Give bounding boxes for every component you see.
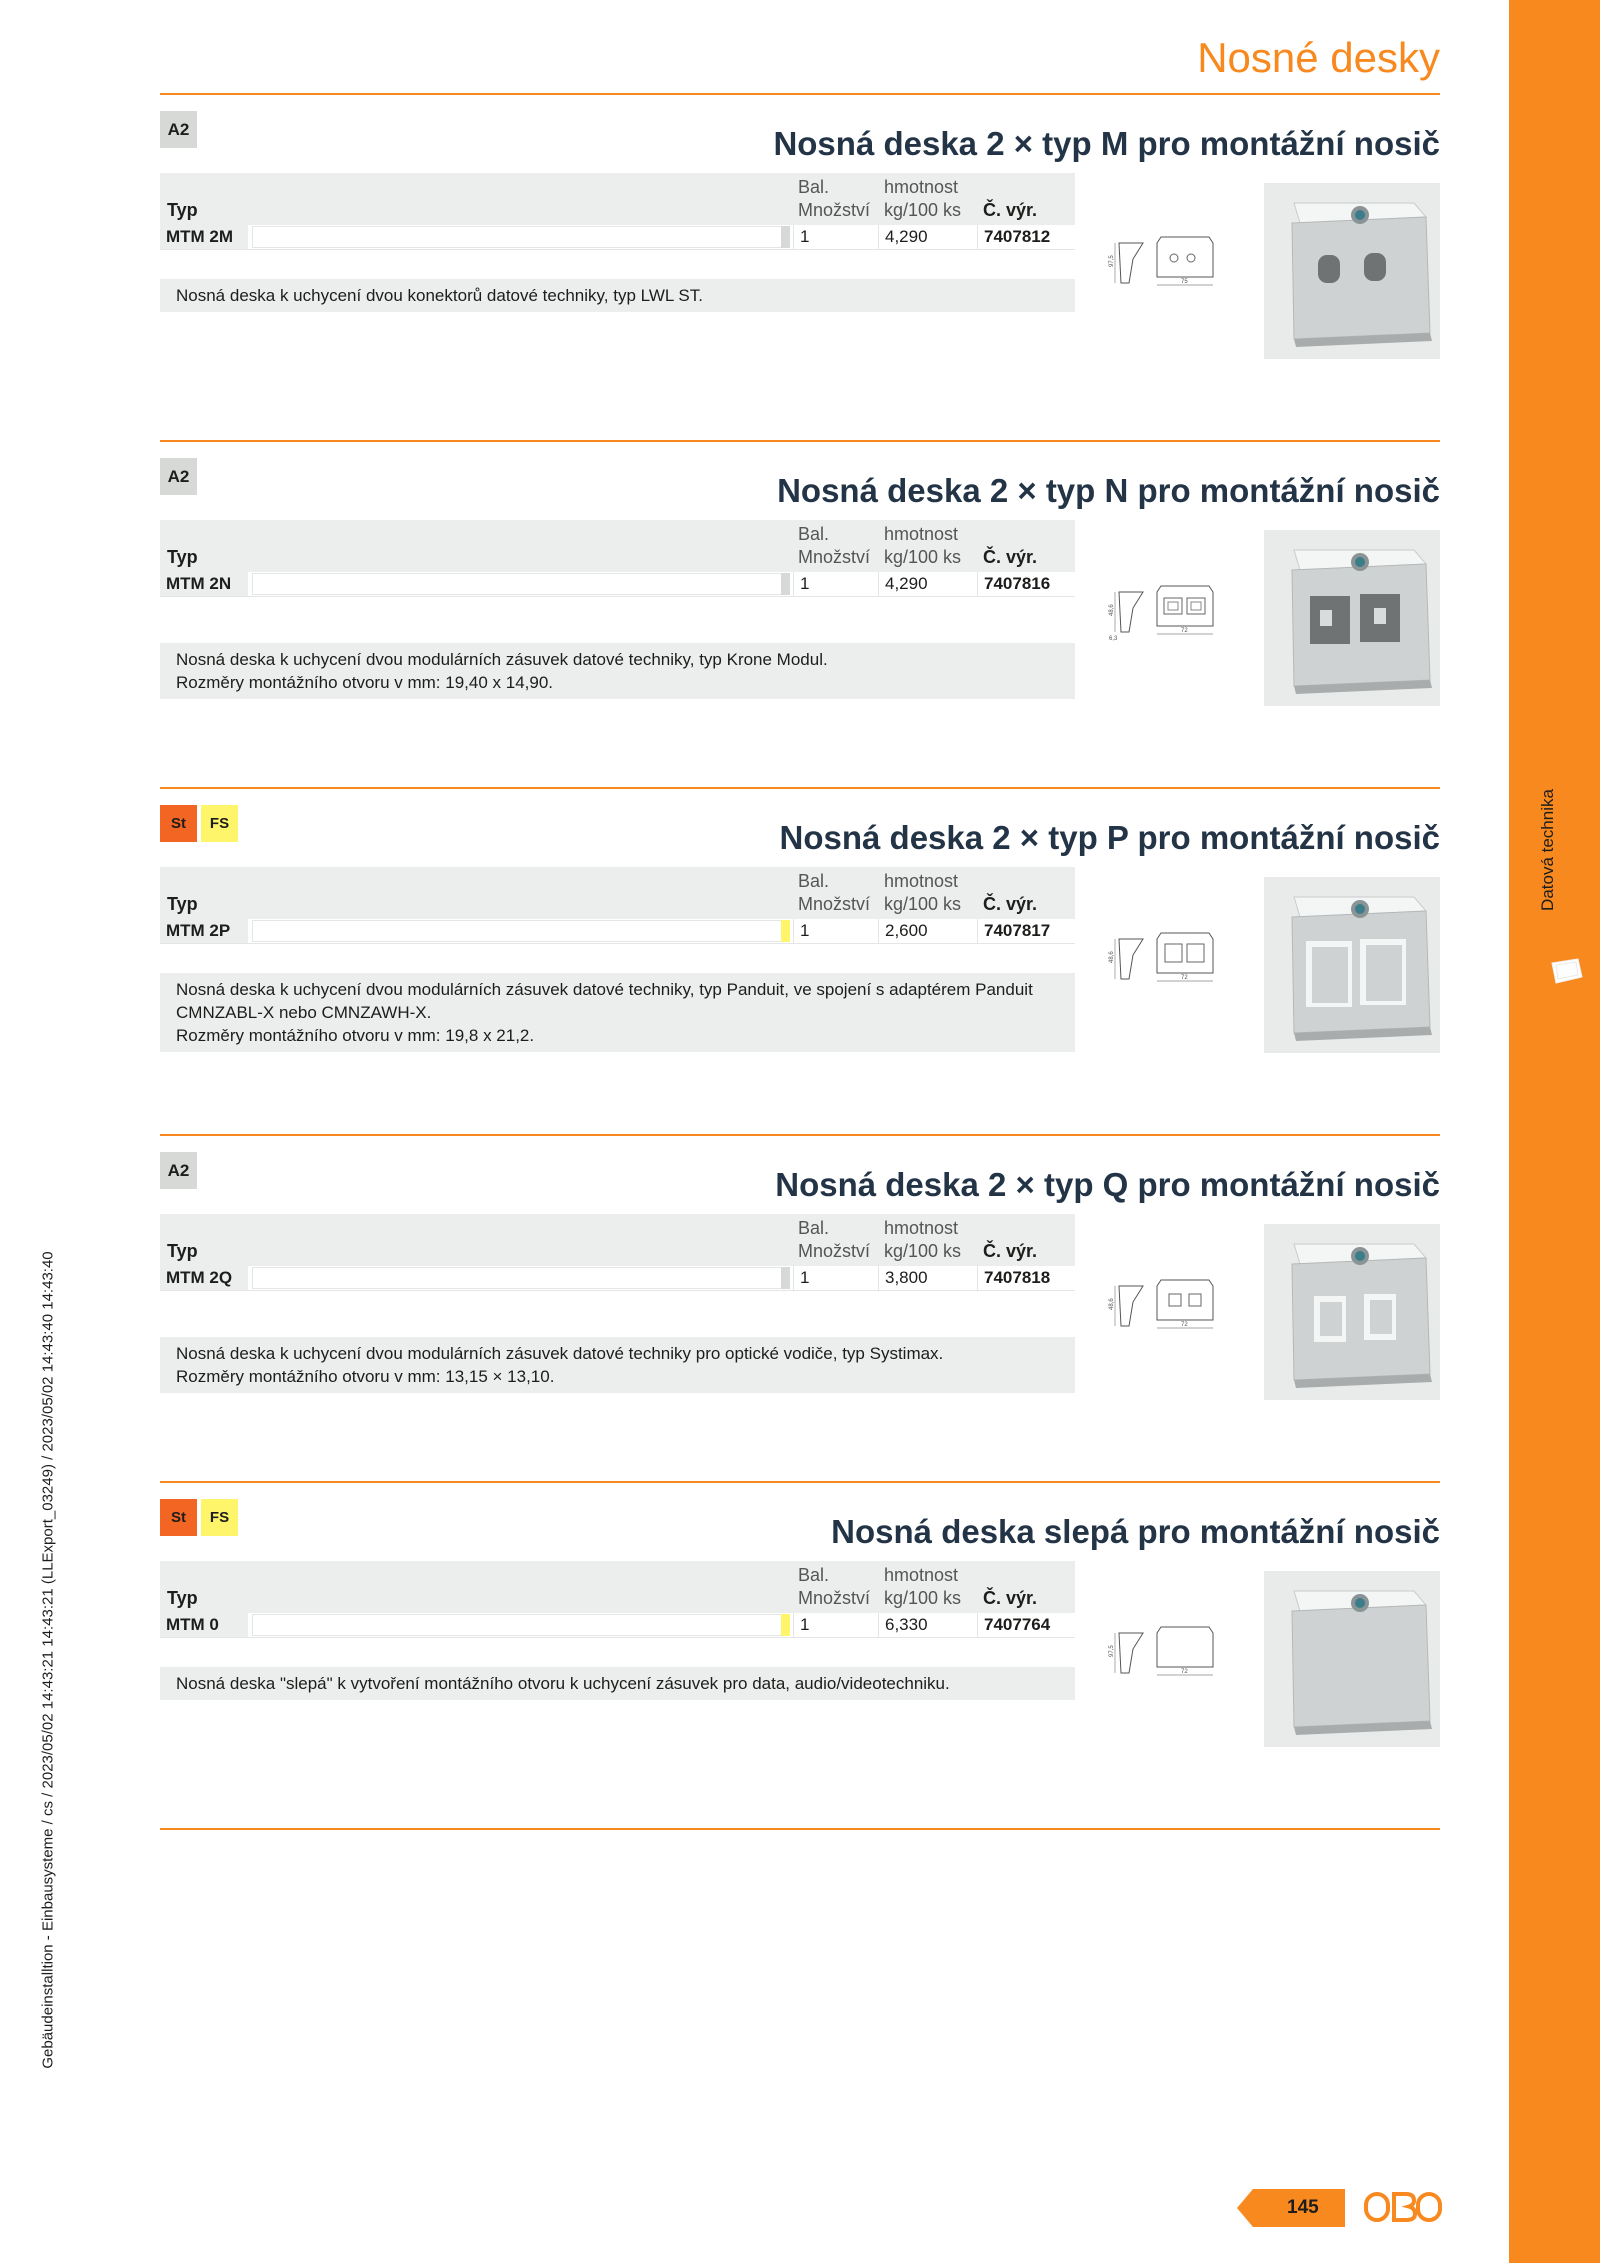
cell-blank	[252, 573, 787, 595]
section-title: Nosná deska 2 × typ Q pro montážní nosič	[775, 1166, 1440, 1203]
cell-quantity: 1	[793, 919, 876, 943]
header-bal: Bal. Množství	[798, 177, 871, 220]
cell-weight: 2,600	[878, 919, 975, 943]
table-row	[160, 572, 1075, 597]
header-weight: hmotnost kg/100 ks	[884, 177, 962, 220]
header-bal: Bal. Množství	[798, 524, 871, 567]
section-title: Nosná deska 2 × typ P pro montážní nosič	[779, 819, 1440, 856]
divider	[160, 787, 1440, 789]
cell-quantity: 1	[793, 1266, 876, 1290]
description-line: Nosná deska "slepá" k vytvoření montážního otvoru k uchycení zásuvek pro data, audio/videotechniku.	[176, 1674, 950, 1693]
product-photo	[1264, 877, 1440, 1053]
cell-typ: MTM 2M	[160, 225, 248, 249]
product-section	[160, 1491, 1440, 1791]
material-mark	[781, 573, 790, 595]
divider	[160, 1134, 1440, 1136]
drawing-dimension-label: 48,6	[1109, 1298, 1115, 1310]
badge-a2: A2	[160, 111, 197, 148]
header-weight: hmotnost kg/100 ks	[884, 1565, 962, 1608]
sidebar-band	[1509, 0, 1600, 2263]
material-mark	[781, 1267, 790, 1289]
badge-st: St	[160, 1499, 197, 1536]
drawing-dimension-label: 72	[1181, 975, 1188, 981]
header-weight: hmotnost kg/100 ks	[884, 524, 962, 567]
header-bal: Bal. Množství	[798, 1565, 871, 1608]
cell-article: 7407812	[977, 225, 1076, 249]
description-line: Rozměry montážního otvoru v mm: 19,40 x 14,90.	[176, 673, 554, 692]
cell-blank	[252, 1614, 787, 1636]
cell-article: 7407764	[977, 1613, 1076, 1637]
description-line: Nosná deska k uchycení dvou modulárních zásuvek datové techniky, typ Panduit, ve spojení s adaptérem Panduit	[176, 980, 1033, 999]
header-typ: Typ	[167, 1241, 198, 1261]
description-line: CMNZABL-X nebo CMNZAWH-X.	[176, 1003, 432, 1022]
section-title: Nosná deska 2 × typ N pro montážní nosič	[777, 472, 1440, 509]
description-box	[160, 973, 1075, 1052]
drawing-dimension-label: 48,6	[1109, 604, 1115, 616]
badge-a2: A2	[160, 458, 197, 495]
material-badges	[160, 111, 197, 148]
drawing-dimension-label: 97,5	[1109, 1645, 1115, 1657]
cell-typ: MTM 2P	[160, 919, 248, 943]
description-box	[160, 1337, 1075, 1393]
cell-blank	[252, 920, 787, 942]
cell-weight: 4,290	[878, 572, 975, 596]
section-title: Nosná deska 2 × typ M pro montážní nosič	[773, 125, 1440, 162]
drawing-dimension-label: 75	[1181, 279, 1188, 285]
drawing-dimension-label: 72	[1181, 1322, 1188, 1328]
header-article: Č. výr.	[983, 1588, 1038, 1608]
table-header	[160, 1214, 1075, 1266]
drawing-dimension-label: 48,6	[1109, 951, 1115, 963]
drawing-dimension-label: 97,5	[1109, 255, 1115, 267]
badge-fs: FS	[201, 805, 238, 842]
material-badges	[160, 458, 197, 495]
product-section	[160, 1144, 1440, 1444]
cell-blank	[252, 1267, 787, 1289]
header-weight: hmotnost kg/100 ks	[884, 871, 962, 914]
header-article: Č. výr.	[983, 894, 1038, 914]
table-header	[160, 520, 1075, 572]
table-row	[160, 919, 1075, 944]
description-line: Nosná deska k uchycení dvou konektorů datové techniky, typ LWL ST.	[176, 286, 703, 305]
page-title: Nosné desky	[1197, 34, 1440, 81]
cell-blank	[252, 226, 787, 248]
cell-article: 7407816	[977, 572, 1076, 596]
cell-typ: MTM 2N	[160, 572, 248, 596]
material-badges	[160, 805, 238, 842]
header-typ: Typ	[167, 200, 198, 220]
product-photo	[1264, 530, 1440, 706]
data-connector-icon	[1548, 955, 1586, 987]
cell-quantity: 1	[793, 572, 876, 596]
header-typ: Typ	[167, 547, 198, 567]
header-article: Č. výr.	[983, 547, 1038, 567]
table-row	[160, 225, 1075, 250]
page-number-tab	[1237, 2189, 1345, 2227]
badge-a2: A2	[160, 1152, 197, 1189]
cell-article: 7407818	[977, 1266, 1076, 1290]
cell-typ: MTM 2Q	[160, 1266, 248, 1290]
cell-weight: 3,800	[878, 1266, 975, 1290]
header-article: Č. výr.	[983, 1241, 1038, 1261]
drawing-dimension-label: 72	[1181, 1669, 1188, 1675]
drawing-dimension-label: 72	[1181, 628, 1188, 634]
table-header	[160, 173, 1075, 225]
header-article: Č. výr.	[983, 200, 1038, 220]
material-mark	[781, 1614, 790, 1636]
material-mark	[781, 226, 790, 248]
badge-fs: FS	[201, 1499, 238, 1536]
material-badges	[160, 1152, 197, 1189]
table-header	[160, 1561, 1075, 1613]
cell-article: 7407817	[977, 919, 1076, 943]
product-photo	[1264, 1224, 1440, 1400]
description-box	[160, 643, 1075, 699]
divider	[160, 1481, 1440, 1483]
description-line: Nosná deska k uchycení dvou modulárních zásuvek datové techniky, typ Krone Modul.	[176, 650, 828, 669]
material-mark	[781, 920, 790, 942]
product-photo	[1264, 183, 1440, 359]
cell-weight: 4,290	[878, 225, 975, 249]
product-photo	[1264, 1571, 1440, 1747]
description-line: Rozměry montážního otvoru v mm: 13,15 × 13,10.	[176, 1367, 555, 1386]
description-box	[160, 279, 1075, 312]
product-section	[160, 450, 1440, 750]
table-row	[160, 1266, 1075, 1291]
table-header	[160, 867, 1075, 919]
divider	[160, 1828, 1440, 1830]
divider	[160, 93, 1440, 95]
cell-quantity: 1	[793, 1613, 876, 1637]
badge-st: St	[160, 805, 197, 842]
header-typ: Typ	[167, 1588, 198, 1608]
divider	[160, 440, 1440, 442]
cell-typ: MTM 0	[160, 1613, 248, 1637]
header-bal: Bal. Množství	[798, 871, 871, 914]
page-number: 145	[1287, 2197, 1319, 2218]
product-section	[160, 797, 1440, 1097]
table-row	[160, 1613, 1075, 1638]
drawing-dimension-label: 6,3	[1109, 636, 1118, 642]
cell-quantity: 1	[793, 225, 876, 249]
description-line: Rozměry montážního otvoru v mm: 19,8 x 21,2.	[176, 1026, 535, 1045]
cell-weight: 6,330	[878, 1613, 975, 1637]
header-bal: Bal. Množství	[798, 1218, 871, 1261]
section-title: Nosná deska slepá pro montážní nosič	[831, 1513, 1440, 1550]
header-weight: hmotnost kg/100 ks	[884, 1218, 962, 1261]
description-box	[160, 1667, 1075, 1700]
obo-logo	[1364, 2191, 1442, 2223]
material-badges	[160, 1499, 238, 1536]
header-typ: Typ	[167, 894, 198, 914]
product-section	[160, 103, 1440, 403]
description-line: Nosná deska k uchycení dvou modulárních zásuvek datové techniky pro optické vodiče, typ Systimax.	[176, 1344, 944, 1363]
